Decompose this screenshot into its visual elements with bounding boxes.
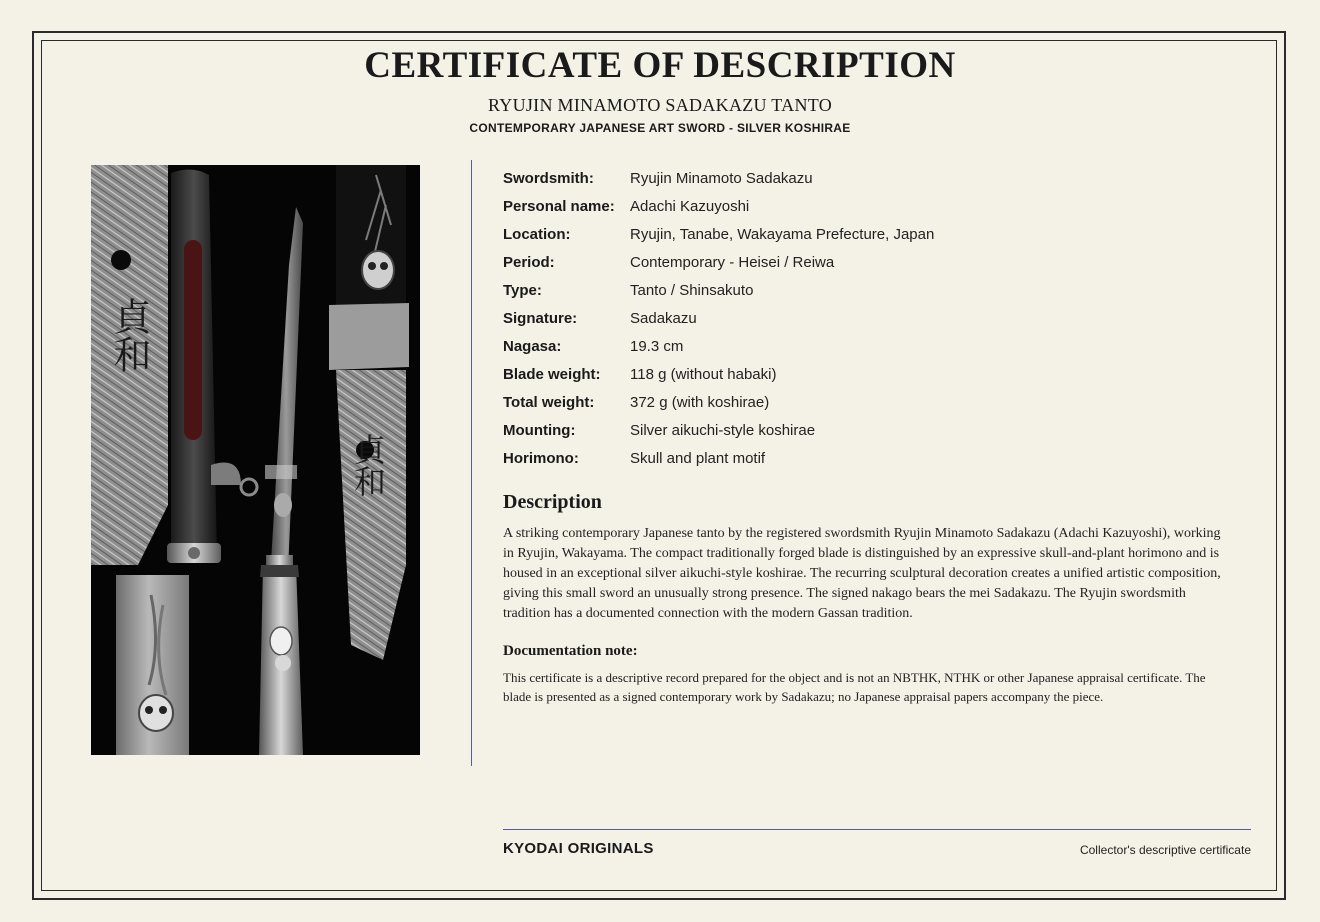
spec-value: 118 g (without habaki) <box>630 366 777 383</box>
spec-label: Personal name: <box>503 198 615 215</box>
brand-name: KYODAI ORIGINALS <box>503 840 654 857</box>
spec-value: Ryujin, Tanabe, Wakayama Prefecture, Japan <box>630 226 935 243</box>
spec-label: Type: <box>503 282 542 299</box>
spec-label: Location: <box>503 226 571 243</box>
spec-row-signature <box>503 308 934 336</box>
spec-label: Period: <box>503 254 555 271</box>
nakago-mei-right: 貞和 <box>349 433 387 497</box>
nakago-mei-left: 貞和 <box>107 297 151 373</box>
spec-row-blade-weight <box>503 364 934 392</box>
spec-value: Adachi Kazuyoshi <box>630 198 750 215</box>
spec-row-total-weight <box>503 392 934 420</box>
spec-value: Ryujin Minamoto Sadakazu <box>630 170 813 187</box>
spec-row-swordsmith <box>503 168 934 196</box>
spec-label: Signature: <box>503 310 578 327</box>
spec-row-location <box>503 224 934 252</box>
spec-row-period <box>503 252 934 280</box>
sword-photo <box>91 165 420 755</box>
spec-table <box>503 168 934 476</box>
spec-value: Skull and plant motif <box>630 450 766 467</box>
documentation-note-body: This certificate is a descriptive record prepared for the object and is not an NBTHK, NTHK or other Japanese appraisal certificate. The blade is presented as a signed contemporary work by Sadakazu; no Japanese appraisal papers accompany the piece. <box>503 670 1206 704</box>
spec-label: Swordsmith: <box>503 170 594 187</box>
description-heading: Description <box>503 491 602 513</box>
sword-photo-collage <box>91 165 420 755</box>
spec-row-nagasa <box>503 336 934 364</box>
spec-row-personal-name <box>503 196 934 224</box>
spec-row-horimono <box>503 448 934 476</box>
footer-divider <box>503 829 1251 830</box>
column-divider <box>471 160 472 766</box>
spec-label: Horimono: <box>503 450 579 467</box>
spec-value: Silver aikuchi-style koshirae <box>630 422 816 439</box>
certificate-type-note: Collector's descriptive certificate <box>1079 843 1251 857</box>
certificate-title: CERTIFICATE OF DESCRIPTION <box>364 45 956 86</box>
spec-value: Contemporary - Heisei / Reiwa <box>630 254 835 271</box>
spec-label: Mounting: <box>503 422 576 439</box>
spec-label: Nagasa: <box>503 338 562 355</box>
spec-label: Blade weight: <box>503 366 601 383</box>
spec-value: 19.3 cm <box>630 338 684 355</box>
spec-row-type <box>503 280 934 308</box>
sword-tagline: CONTEMPORARY JAPANESE ART SWORD - SILVER KOSHIRAE <box>469 121 851 135</box>
spec-value: 372 g (with koshirae) <box>630 394 770 411</box>
spec-value: Tanto / Shinsakuto <box>630 282 754 299</box>
documentation-note-heading: Documentation note: <box>503 643 638 659</box>
sword-name: RYUJIN MINAMOTO SADAKAZU TANTO <box>487 95 833 115</box>
spec-label: Total weight: <box>503 394 595 411</box>
spec-value: Sadakazu <box>630 310 697 327</box>
description-body: A striking contemporary Japanese tanto by the registered swordsmith Ryujin Minamoto Sadakazu (Adachi Kazuyoshi), working in Ryujin, Wakayama. The compact traditionally forged blade is distinguished by an expressive skull-and-plant horimono and is housed in an exceptional silver aikuchi-style koshirae. The recurring sculptural decoration creates a unified artistic composition, giving this small sword an unusually strong presence. The signed nakago bears the mei Sadakazu. The Ryujin swordsmith tradition has a documented connection with the modern Gassan tradition. <box>503 526 1221 621</box>
spec-row-mounting <box>503 420 934 448</box>
